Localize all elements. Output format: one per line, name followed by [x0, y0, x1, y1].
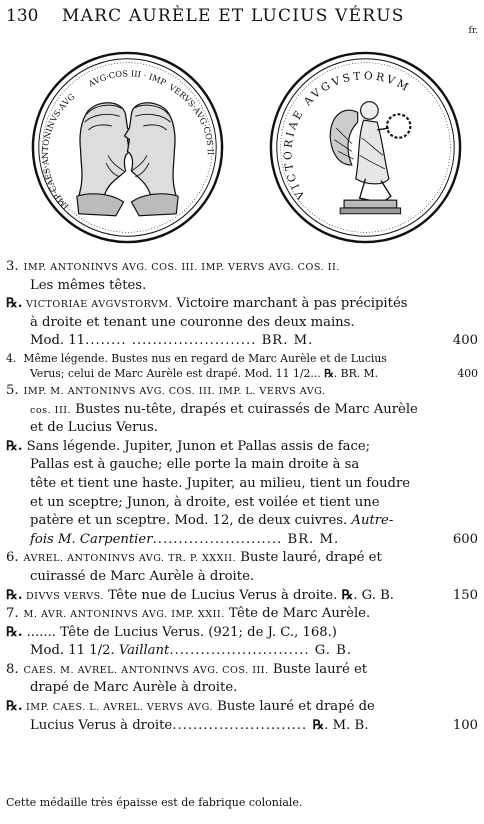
legend-text: CAES. M. AVREL. ANTONINVS AVG. COS. III.: [20, 664, 269, 676]
entry-8-legend: [6, 661, 478, 680]
reverse-medal-image: [268, 50, 463, 245]
module-text: . M. B.: [324, 717, 369, 733]
entry-3-desc: [6, 277, 478, 296]
price-value: 150: [452, 587, 478, 603]
line-text: Même légende. Bustes nus en regard de Marc Aurèle et de Lucius: [20, 351, 387, 365]
entry-number: 8.: [6, 661, 19, 677]
entry-5-reverse-cont3: [6, 494, 478, 513]
entry-5-reverse-cont2: [6, 475, 478, 494]
line-text: Tête de Marc Aurèle.: [224, 606, 371, 622]
entry-number: 5.: [6, 382, 19, 398]
entry-5-desc-cont: [6, 419, 478, 438]
price-value: 400: [452, 333, 478, 349]
obverse-medal-image: [30, 50, 225, 245]
obverse-legend-top: AVG·COS III · IMP: [86, 68, 168, 89]
reverse-mark: ℞.: [6, 587, 23, 603]
line-text: Victoire marchant à pas précipités: [172, 296, 408, 312]
entry-7-module: [6, 642, 478, 661]
legend-text: M. AVR. ANTONINVS AVG. IMP. XXII.: [20, 609, 225, 621]
module-text: Mod. 11 1/2.: [30, 643, 119, 659]
legend-text: cos. III.: [30, 404, 72, 416]
entry-number: 3.: [6, 259, 19, 274]
line-text: et de Lucius Verus.: [30, 420, 158, 436]
entry-7-reverse: [6, 624, 478, 643]
entry-5-reverse-cont4: [6, 512, 478, 531]
line-text: Buste lauré et: [268, 661, 368, 677]
line-text: Verus; celui de Marc Aurèle est drapé. Mod. 11 1/2...: [30, 367, 325, 381]
reverse-legend: VICTORIAE AVGVSTORVM: [281, 69, 414, 202]
line-text: Tête nue de Lucius Verus à droite.: [103, 587, 342, 603]
obverse-legend-left: IMP·CAES·ANTONINVS·AVG: [39, 91, 77, 212]
line-text: Buste lauré et drapé de: [212, 699, 375, 715]
line-text: drapé de Marc Aurèle à droite.: [30, 680, 238, 696]
entry-5-legend: [6, 382, 478, 401]
legend-text: IMP. ANTONINVS AVG. COS. III. IMP. VERVS AVG. COS. II.: [20, 262, 340, 273]
module-text: . G. B.: [353, 587, 394, 603]
entry-6-reverse: [6, 587, 478, 606]
entry-8-module: [6, 717, 478, 736]
running-header: [6, 4, 478, 36]
medal-illustrations: [30, 50, 460, 250]
entry-3-legend: [6, 258, 478, 277]
corner-mark: fr.: [468, 26, 478, 36]
source-text: Vaillant: [118, 643, 170, 659]
entry-5-reverse-cont1: [6, 456, 478, 475]
rarity-mark: ℞: [324, 367, 334, 381]
entry-8-desc: [6, 679, 478, 698]
entry-6-desc: [6, 568, 478, 587]
rarity-text: ..........................: [172, 717, 313, 733]
line-text: Les mêmes têtes.: [30, 277, 147, 293]
entry-number: 6.: [6, 550, 19, 566]
line-text: à droite et tenant une couronne des deux mains.: [30, 314, 355, 330]
source-text: fois M. Carpentier: [30, 531, 153, 547]
entry-3-module: [6, 332, 478, 351]
price-value: 400: [457, 367, 478, 381]
legend-text: DIVVS VERVS.: [22, 590, 104, 602]
line-text: Buste lauré, drapé et: [236, 550, 382, 566]
entry-6-legend: [6, 549, 478, 568]
line-text: cuirassé de Marc Aurèle à droite.: [30, 568, 255, 584]
entry-4-line1: [6, 351, 478, 367]
reverse-mark: ℞.: [6, 624, 23, 640]
reverse-mark: ℞.: [6, 699, 23, 715]
legend-text: IMP. M. ANTONINVS AVG. COS. III. IMP. L. VERVS AVG.: [20, 385, 326, 397]
line-text: Sans légende. Jupiter, Junon et Pallas assis de face;: [22, 438, 371, 454]
module-text: Mod. 11: [30, 333, 86, 349]
legend-text: VICTORIAE AVGVSTORVM.: [22, 299, 173, 311]
entry-number: 4.: [6, 351, 17, 365]
source-text: Autre-: [351, 513, 394, 529]
entry-5-reverse: [6, 438, 478, 457]
module-text: . BR. M.: [333, 367, 379, 381]
line-text: Lucius Verus à droite: [30, 717, 173, 733]
line-text: et un sceptre; Junon, à droite, est voilée et tient une: [30, 494, 380, 510]
rarity-text: ........ ........................ BR. M.: [85, 333, 314, 349]
entry-3-reverse-cont: [6, 314, 478, 333]
entry-3-reverse: [6, 295, 478, 314]
rarity-text: ........................... G. B.: [169, 643, 353, 659]
price-value: 100: [452, 717, 478, 733]
legend-text: AVREL. ANTONINVS AVG. TR. P. XXXII.: [20, 553, 237, 565]
obverse-legend-right: VERVS·AVG·COS II: [167, 81, 216, 156]
page-title: MARC AURÈLE ET LUCIUS VÉRUS: [62, 6, 405, 26]
entry-8-reverse: [6, 698, 478, 717]
rarity-mark: ℞: [312, 717, 325, 733]
page-number: 130: [6, 6, 39, 26]
footnote: Cette médaille très épaisse est de fabrique coloniale.: [6, 796, 303, 809]
entry-5-desc: [6, 401, 478, 420]
legend-text: IMP. CAES. L. AVREL. VERVS AVG.: [22, 702, 213, 714]
price-value: 600: [452, 531, 478, 547]
entry-7-legend: [6, 605, 478, 624]
line-text: Bustes nu-tête, drapés et cuirassés de Marc Aurèle: [71, 401, 418, 417]
catalogue-entries: [6, 258, 478, 735]
line-text: Pallas est à gauche; elle porte la main droite à sa: [30, 457, 360, 473]
reverse-mark: ℞.: [6, 438, 23, 454]
entry-4-line2: [6, 366, 478, 382]
line-text: patère et un sceptre. Mod. 12, de deux cuivres.: [30, 513, 352, 529]
rarity-mark: ℞: [341, 587, 354, 603]
line-text: ....... Tête de Lucius Verus. (921; de J. C., 168.): [22, 624, 337, 640]
entry-number: 7.: [6, 606, 19, 622]
entry-5-module: [6, 531, 478, 550]
reverse-mark: ℞.: [6, 296, 23, 312]
rarity-text: ......................... BR. M.: [152, 531, 340, 547]
line-text: tête et tient une haste. Jupiter, au milieu, tient un foudre: [30, 475, 411, 491]
